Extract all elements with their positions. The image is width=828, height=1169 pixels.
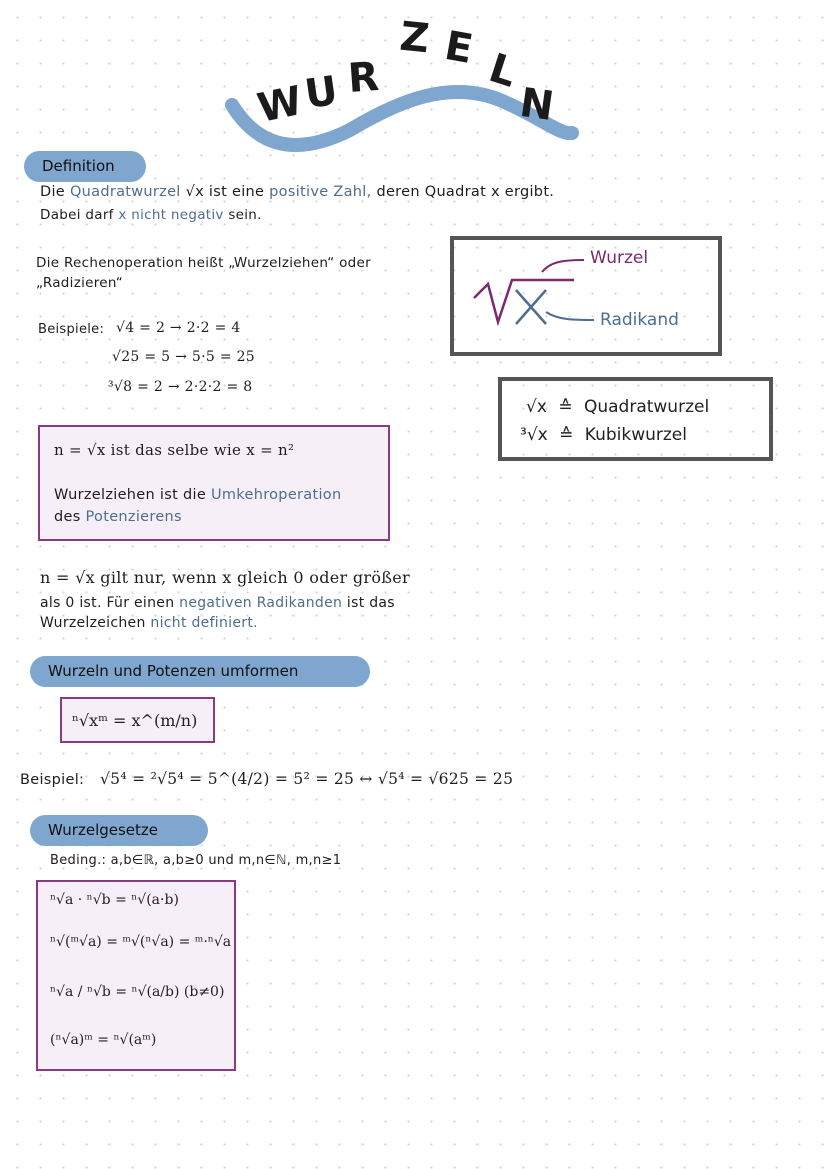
law-power: (ⁿ√a)ᵐ = ⁿ√(aᵐ): [50, 1032, 157, 1048]
umformen-formula-box: [60, 697, 215, 743]
root-diagram-box: [450, 236, 722, 356]
label-wurzel: Wurzel: [590, 248, 649, 268]
title-letter-l: L: [483, 45, 522, 97]
term-quadratwurzel: Quadratwurzel: [69, 184, 181, 200]
title-letter-n: N: [516, 79, 557, 131]
umformen-example: √5⁴ = ²√5⁴ = 5^(4/2) = 5² = 25 ↔ √5⁴ = √625 = 25: [100, 770, 514, 788]
note-text: Wurzelzeichen: [40, 615, 146, 631]
note-line-2: [40, 595, 395, 611]
title-letter-r: R: [346, 53, 381, 103]
definition-text: sein.: [228, 207, 262, 223]
sqrt-x-symbol: √x: [185, 184, 204, 200]
law-nested: ⁿ√(ᵐ√a) = ᵐ√(ⁿ√a) = ᵐ·ⁿ√a: [50, 934, 232, 950]
legend-box: [498, 377, 773, 461]
gesetze-box: [36, 880, 236, 1071]
title-letter-w: W: [253, 77, 307, 133]
gesetze-condition: Beding.: a,b∈ℝ, a,b≥0 und m,n∈ℕ, m,n≥1: [50, 853, 342, 868]
term-nicht-definiert: nicht definiert.: [150, 615, 258, 631]
definition-text: Dabei darf: [40, 207, 114, 223]
gesetze-heading: Wurzelgesetze: [30, 815, 208, 846]
example-3: ³√8 = 2 → 2·2·2 = 8: [108, 379, 253, 395]
legend-quadratwurzel: Quadratwurzel: [583, 397, 710, 417]
title-letter-e: E: [441, 22, 477, 74]
definition-text: ist eine: [208, 184, 265, 200]
term-potenzieren: Potenzierens: [85, 509, 182, 525]
law-quotient: ⁿ√a / ⁿ√b = ⁿ√(a/b) (b≠0): [50, 984, 225, 1000]
legend-row-2: [520, 425, 687, 445]
law-product: ⁿ√a · ⁿ√b = ⁿ√(a·b): [50, 892, 179, 908]
correspondence-sign: ≙: [559, 425, 574, 445]
umformen-heading: Wurzeln und Potenzen umformen: [30, 656, 370, 687]
examples-label: Beispiele:: [38, 322, 105, 337]
example-2: √25 = 5 → 5·5 = 25: [112, 349, 256, 365]
definition-text: deren Quadrat x ergibt.: [376, 184, 555, 200]
term-nicht-negativ: x nicht negativ: [118, 207, 224, 223]
term-negativer-radikand: negativen Radikanden: [179, 595, 343, 611]
legend-kubikwurzel: Kubikwurzel: [584, 425, 687, 445]
cube-root-symbol: ³√x: [520, 425, 548, 445]
definition-text: Die: [40, 184, 66, 200]
sqrt-symbol: √x: [526, 397, 547, 417]
note-text: als 0 ist. Für einen: [40, 595, 175, 611]
title-letter-z: Z: [397, 13, 432, 63]
umformen-example-label: Beispiel:: [20, 772, 85, 788]
info-box: [38, 425, 390, 541]
definition-heading: Definition: [24, 151, 146, 182]
note-line-3: [40, 615, 258, 631]
definition-line-2: [40, 207, 262, 223]
info-text: Wurzelziehen ist die: [54, 487, 207, 503]
term-positive-zahl: positive Zahl,: [269, 184, 372, 200]
info-identity: n = √x ist das selbe wie x = n²: [54, 441, 295, 459]
note-line-1: n = √x gilt nur, wenn x gleich 0 oder größer: [40, 568, 410, 587]
correspondence-sign: ≙: [558, 397, 573, 417]
info-line-2: [54, 487, 341, 503]
title-letter-u: U: [301, 67, 341, 119]
note-text: ist das: [346, 595, 395, 611]
operation-line-2: „Radizieren“: [36, 275, 124, 291]
term-umkehroperation: Umkehroperation: [210, 487, 342, 503]
legend-row-1: [526, 397, 709, 417]
example-1: √4 = 2 → 2·2 = 4: [116, 320, 241, 336]
root-diagram-drawing: [454, 240, 718, 352]
definition-line-1: [40, 184, 554, 200]
info-text: des: [54, 509, 81, 525]
operation-line-1: Die Rechenoperation heißt „Wurzelziehen“ oder: [36, 255, 371, 271]
info-line-3: [54, 509, 182, 525]
umformen-formula: ⁿ√xᵐ = x^(m/n): [72, 711, 198, 730]
label-radikand: Radikand: [600, 310, 679, 330]
